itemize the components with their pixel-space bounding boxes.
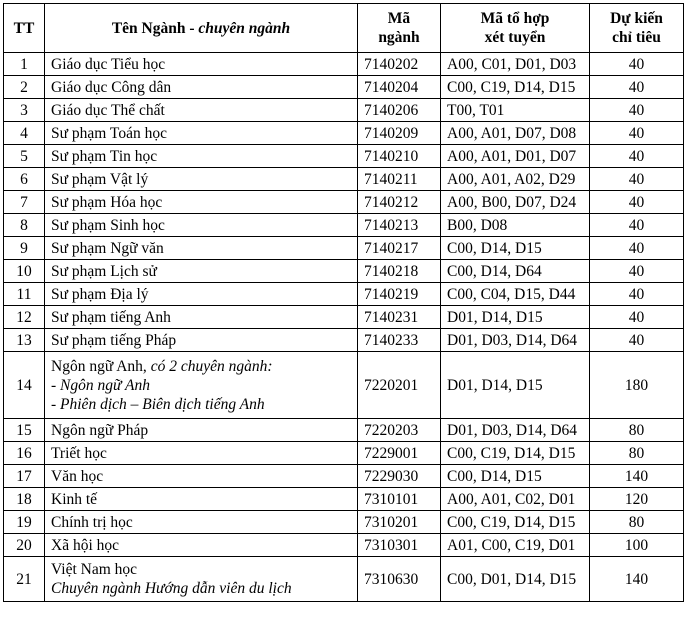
header-major-name-main: Tên Ngành - bbox=[111, 19, 199, 37]
major-name: Sư phạm tiếng Anh bbox=[51, 308, 171, 326]
major-name: Triết học bbox=[51, 444, 107, 462]
row-tt: 20 bbox=[4, 534, 45, 557]
specialization-line: - Phiên dịch – Biên dịch tiếng Anh bbox=[51, 395, 265, 413]
row-major-name bbox=[45, 511, 358, 534]
header-quota bbox=[590, 4, 684, 53]
major-name: Sư phạm Sinh học bbox=[51, 216, 165, 234]
table-row bbox=[4, 534, 684, 557]
row-quota: 40 bbox=[590, 283, 684, 306]
row-major-name bbox=[45, 122, 358, 145]
table-row bbox=[4, 352, 684, 419]
row-quota: 180 bbox=[590, 352, 684, 419]
admission-quota-table bbox=[3, 3, 684, 602]
row-major-name bbox=[45, 534, 358, 557]
table-row bbox=[4, 145, 684, 168]
row-tt: 2 bbox=[4, 76, 45, 99]
row-major-code: 7310101 bbox=[358, 488, 441, 511]
row-quota: 40 bbox=[590, 214, 684, 237]
row-major-code: 7140202 bbox=[358, 53, 441, 76]
major-name: Sư phạm Vật lý bbox=[51, 170, 149, 188]
row-tt: 19 bbox=[4, 511, 45, 534]
header-combo-line1: Mã tổ hợp bbox=[480, 10, 550, 27]
row-quota: 140 bbox=[590, 557, 684, 602]
row-combinations: A01, C00, C19, D01 bbox=[441, 534, 590, 557]
major-name: Giáo dục Thể chất bbox=[51, 101, 165, 119]
table-row bbox=[4, 76, 684, 99]
row-major-code: 7140210 bbox=[358, 145, 441, 168]
table-row bbox=[4, 465, 684, 488]
row-major-code: 7310301 bbox=[358, 534, 441, 557]
row-quota: 40 bbox=[590, 260, 684, 283]
major-name: Sư phạm Ngữ văn bbox=[51, 239, 164, 257]
row-tt: 3 bbox=[4, 99, 45, 122]
row-quota: 40 bbox=[590, 237, 684, 260]
row-major-name bbox=[45, 352, 358, 419]
major-name: Kinh tế bbox=[51, 490, 98, 508]
row-tt: 9 bbox=[4, 237, 45, 260]
row-major-name bbox=[45, 442, 358, 465]
row-tt: 21 bbox=[4, 557, 45, 602]
row-tt: 14 bbox=[4, 352, 45, 419]
table-row bbox=[4, 306, 684, 329]
major-name: Sư phạm tiếng Pháp bbox=[51, 331, 177, 349]
row-major-code: 7140217 bbox=[358, 237, 441, 260]
row-combinations: C00, D14, D15 bbox=[441, 465, 590, 488]
header-combo-line2: xét tuyển bbox=[484, 29, 546, 46]
row-major-name bbox=[45, 419, 358, 442]
row-major-name bbox=[45, 237, 358, 260]
row-major-code: 7310630 bbox=[358, 557, 441, 602]
row-major-code: 7140233 bbox=[358, 329, 441, 352]
row-tt: 8 bbox=[4, 214, 45, 237]
row-major-name bbox=[45, 214, 358, 237]
major-name: Xã hội học bbox=[51, 536, 120, 554]
row-major-name bbox=[45, 191, 358, 214]
row-major-code: 7220203 bbox=[358, 419, 441, 442]
table-row bbox=[4, 557, 684, 602]
row-major-name bbox=[45, 145, 358, 168]
row-combinations: A00, A01, C02, D01 bbox=[441, 488, 590, 511]
row-quota: 40 bbox=[590, 306, 684, 329]
major-name: Sư phạm Tin học bbox=[51, 147, 158, 165]
row-combinations: A00, A01, A02, D29 bbox=[441, 168, 590, 191]
row-tt: 4 bbox=[4, 122, 45, 145]
header-major-code bbox=[358, 4, 441, 53]
table-row bbox=[4, 419, 684, 442]
specialization-line: Chuyên ngành Hướng dẫn viên du lịch bbox=[51, 580, 292, 597]
row-tt: 10 bbox=[4, 260, 45, 283]
header-code-line2: ngành bbox=[378, 29, 420, 46]
row-combinations: D01, D14, D15 bbox=[441, 352, 590, 419]
row-major-code: 7140209 bbox=[358, 122, 441, 145]
table-row bbox=[4, 122, 684, 145]
row-tt: 12 bbox=[4, 306, 45, 329]
row-major-name bbox=[45, 557, 358, 602]
row-tt: 11 bbox=[4, 283, 45, 306]
row-major-code: 7220201 bbox=[358, 352, 441, 419]
major-name: Giáo dục Công dân bbox=[51, 78, 172, 96]
row-tt: 15 bbox=[4, 419, 45, 442]
row-major-name bbox=[45, 488, 358, 511]
row-combinations: C00, D14, D15 bbox=[441, 237, 590, 260]
row-major-code: 7140213 bbox=[358, 214, 441, 237]
row-major-name bbox=[45, 99, 358, 122]
table-row bbox=[4, 511, 684, 534]
row-combinations: D01, D03, D14, D64 bbox=[441, 419, 590, 442]
major-name: Sư phạm Hóa học bbox=[51, 193, 163, 211]
row-major-code: 7140218 bbox=[358, 260, 441, 283]
row-tt: 1 bbox=[4, 53, 45, 76]
row-combinations: A00, B00, D07, D24 bbox=[441, 191, 590, 214]
major-name: Giáo dục Tiểu học bbox=[51, 55, 166, 73]
row-tt: 17 bbox=[4, 465, 45, 488]
row-quota: 40 bbox=[590, 122, 684, 145]
table-row bbox=[4, 168, 684, 191]
major-name: Sư phạm Địa lý bbox=[51, 285, 149, 303]
row-tt: 7 bbox=[4, 191, 45, 214]
row-combinations: A00, C01, D01, D03 bbox=[441, 53, 590, 76]
row-major-code: 7229001 bbox=[358, 442, 441, 465]
row-major-name bbox=[45, 53, 358, 76]
row-combinations: C00, C04, D15, D44 bbox=[441, 283, 590, 306]
row-combinations: B00, D08 bbox=[441, 214, 590, 237]
table-row bbox=[4, 260, 684, 283]
row-quota: 80 bbox=[590, 511, 684, 534]
row-major-code: 7229030 bbox=[358, 465, 441, 488]
row-major-code: 7140211 bbox=[358, 168, 441, 191]
row-tt: 5 bbox=[4, 145, 45, 168]
row-quota: 120 bbox=[590, 488, 684, 511]
specialization-line: - Ngôn ngữ Anh bbox=[51, 376, 151, 394]
row-quota: 140 bbox=[590, 465, 684, 488]
table-body bbox=[4, 53, 684, 602]
header-major-name bbox=[45, 4, 358, 53]
row-major-name bbox=[45, 283, 358, 306]
table-row bbox=[4, 237, 684, 260]
row-combinations: D01, D14, D15 bbox=[441, 306, 590, 329]
row-major-code: 7140212 bbox=[358, 191, 441, 214]
table-row bbox=[4, 191, 684, 214]
header-tt: TT bbox=[4, 4, 45, 53]
row-quota: 40 bbox=[590, 76, 684, 99]
major-name: Sư phạm Toán học bbox=[51, 124, 167, 142]
major-name: Văn học bbox=[51, 467, 104, 485]
table-row bbox=[4, 214, 684, 237]
row-major-code: 7310201 bbox=[358, 511, 441, 534]
row-major-name bbox=[45, 329, 358, 352]
row-combinations: C00, D01, D14, D15 bbox=[441, 557, 590, 602]
table-row bbox=[4, 442, 684, 465]
table-row bbox=[4, 283, 684, 306]
row-major-code: 7140204 bbox=[358, 76, 441, 99]
row-quota: 40 bbox=[590, 99, 684, 122]
row-major-name bbox=[45, 168, 358, 191]
header-quota-line2: chỉ tiêu bbox=[612, 29, 661, 46]
row-quota: 80 bbox=[590, 442, 684, 465]
admission-table-wrapper bbox=[3, 3, 684, 602]
row-combinations: T00, T01 bbox=[441, 99, 590, 122]
header-row bbox=[4, 4, 684, 53]
row-major-name bbox=[45, 306, 358, 329]
row-tt: 13 bbox=[4, 329, 45, 352]
table-row bbox=[4, 329, 684, 352]
row-quota: 100 bbox=[590, 534, 684, 557]
row-quota: 80 bbox=[590, 419, 684, 442]
row-major-name bbox=[45, 76, 358, 99]
major-name: Chính trị học bbox=[51, 513, 133, 531]
major-name: Sư phạm Lịch sử bbox=[51, 262, 157, 280]
row-major-code: 7140231 bbox=[358, 306, 441, 329]
row-major-code: 7140219 bbox=[358, 283, 441, 306]
major-name: Ngôn ngữ Pháp bbox=[51, 421, 149, 439]
row-tt: 16 bbox=[4, 442, 45, 465]
row-major-name bbox=[45, 260, 358, 283]
row-tt: 6 bbox=[4, 168, 45, 191]
row-combinations: D01, D03, D14, D64 bbox=[441, 329, 590, 352]
major-name: Việt Nam học bbox=[51, 561, 138, 578]
header-combination bbox=[441, 4, 590, 53]
row-quota: 40 bbox=[590, 53, 684, 76]
row-quota: 40 bbox=[590, 168, 684, 191]
row-combinations: A00, A01, D01, D07 bbox=[441, 145, 590, 168]
row-quota: 40 bbox=[590, 145, 684, 168]
major-name-note: có 2 chuyên ngành: bbox=[150, 357, 273, 375]
row-quota: 40 bbox=[590, 329, 684, 352]
header-major-name-italic: chuyên ngành bbox=[198, 19, 291, 37]
table-row bbox=[4, 53, 684, 76]
row-major-code: 7140206 bbox=[358, 99, 441, 122]
row-quota: 40 bbox=[590, 191, 684, 214]
table-row bbox=[4, 99, 684, 122]
row-combinations: A00, A01, D07, D08 bbox=[441, 122, 590, 145]
row-major-name bbox=[45, 465, 358, 488]
row-combinations: C00, C19, D14, D15 bbox=[441, 76, 590, 99]
header-quota-line1: Dự kiến bbox=[610, 10, 663, 27]
row-combinations: C00, D14, D64 bbox=[441, 260, 590, 283]
major-name: Ngôn ngữ Anh, bbox=[51, 357, 151, 375]
row-combinations: C00, C19, D14, D15 bbox=[441, 442, 590, 465]
header-code-line1: Mã bbox=[387, 10, 411, 27]
row-combinations: C00, C19, D14, D15 bbox=[441, 511, 590, 534]
table-header bbox=[4, 4, 684, 53]
row-tt: 18 bbox=[4, 488, 45, 511]
table-row bbox=[4, 488, 684, 511]
